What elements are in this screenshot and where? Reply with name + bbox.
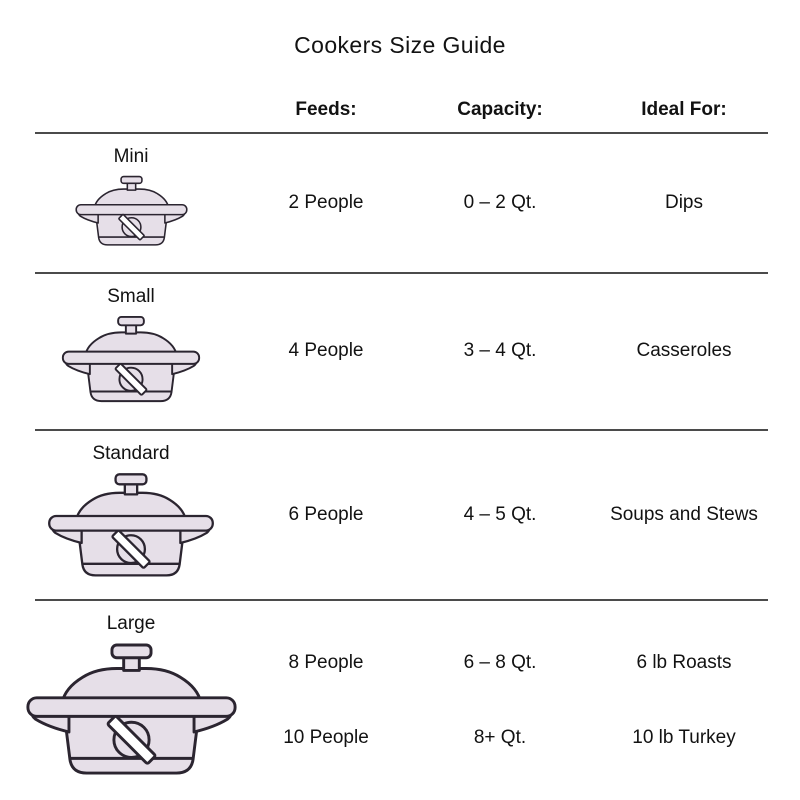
cooker-pot-icon bbox=[74, 175, 189, 253]
feeds-value: 2 People bbox=[288, 191, 364, 213]
feeds-value: 6 People bbox=[288, 503, 364, 525]
size-label: Standard bbox=[92, 443, 170, 464]
cooker-pot-icon bbox=[60, 315, 202, 410]
capacity-value: 6 – 8 Qt. 8+ Qt. bbox=[463, 651, 537, 748]
size-label: Small bbox=[107, 286, 155, 307]
capacity-value: 3 – 4 Qt. bbox=[463, 340, 537, 361]
size-row-standard bbox=[0, 430, 800, 599]
size-label: Mini bbox=[113, 146, 149, 167]
ideal-value: 6 lb Roasts 10 lb Turkey bbox=[632, 651, 736, 748]
size-row-mini bbox=[0, 133, 800, 272]
ideal-value: Soups and Stews bbox=[610, 503, 758, 525]
ideal-value: Dips bbox=[664, 191, 703, 213]
size-row-small bbox=[0, 273, 800, 429]
column-header-capacity: Capacity: bbox=[457, 99, 543, 120]
cooker-pot-icon bbox=[24, 642, 239, 784]
cooker-pot-icon bbox=[46, 472, 216, 585]
size-label: Large bbox=[106, 613, 156, 634]
capacity-value: 0 – 2 Qt. bbox=[463, 191, 537, 213]
column-header-ideal: Ideal For: bbox=[641, 99, 727, 120]
size-row-large bbox=[0, 600, 800, 800]
column-header-feeds: Feeds: bbox=[295, 99, 357, 120]
capacity-value: 4 – 5 Qt. bbox=[463, 503, 537, 525]
column-header-row bbox=[0, 96, 800, 124]
ideal-value: Casseroles bbox=[636, 340, 732, 361]
feeds-value: 4 People bbox=[288, 340, 364, 361]
feeds-value: 8 People 10 People bbox=[283, 651, 369, 748]
page-title: Cookers Size Guide bbox=[294, 32, 506, 58]
